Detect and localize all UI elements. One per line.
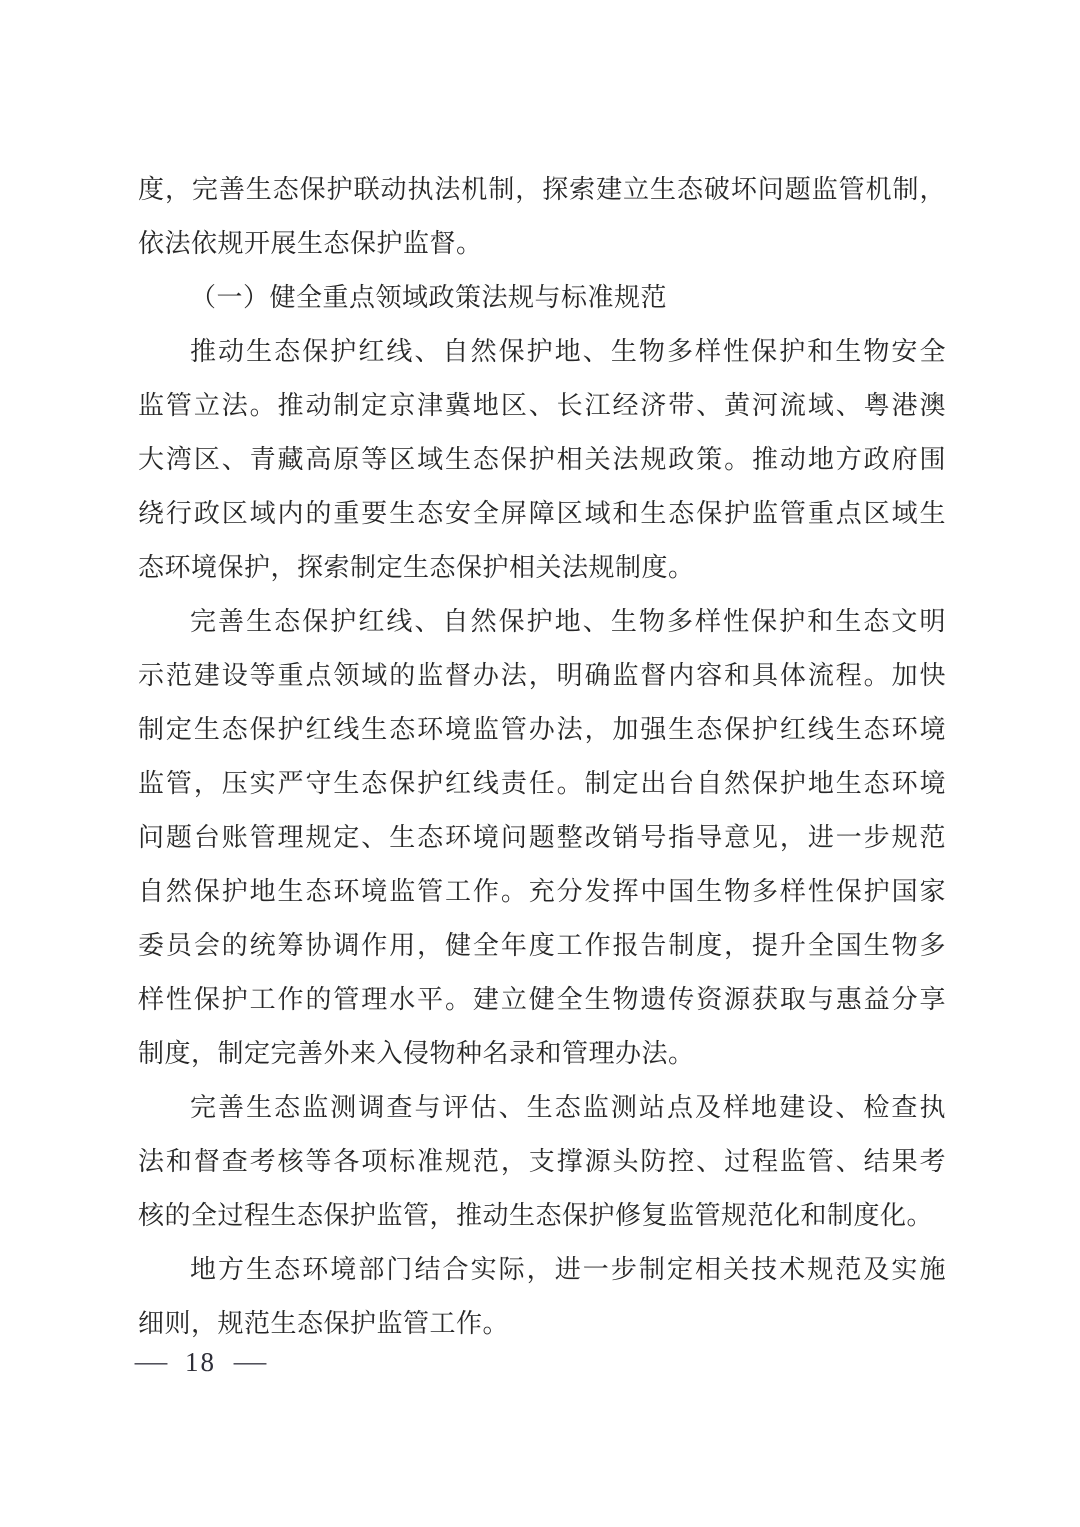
- text-line: 监管立法。推动制定京津冀地区、长江经济带、黄河流域、粤港澳: [138, 391, 946, 420]
- text-line: 监管，压实严守生态保护红线责任。制定出台自然保护地生态环境: [138, 769, 946, 798]
- text-line: 完善生态保护红线、自然保护地、生物多样性保护和生态文明: [190, 607, 946, 636]
- text-line: 法和督查考核等各项标准规范，支撑源头防控、过程监管、结果考: [138, 1147, 946, 1176]
- text-line: 态环境保护，探索制定生态保护相关法规制度。: [138, 553, 695, 582]
- footer-left-dash: —: [134, 1347, 168, 1376]
- text-line: 完善生态监测调查与评估、生态监测站点及样地建设、检查执: [190, 1093, 946, 1122]
- footer-right-dash: —: [233, 1347, 267, 1376]
- text-line: 绕行政区域内的重要生态安全屏障区域和生态保护监管重点区域生: [138, 499, 946, 528]
- text-line: 度，完善生态保护联动执法机制，探索建立生态破坏问题监管机制，: [138, 175, 946, 204]
- text-line: 大湾区、青藏高原等区域生态保护相关法规政策。推动地方政府围: [138, 445, 946, 474]
- page-number: 18: [185, 1346, 216, 1377]
- document-text-body: [138, 163, 946, 1351]
- text-line: 推动生态保护红线、自然保护地、生物多样性保护和生物安全: [190, 337, 946, 366]
- text-line: 委员会的统筹协调作用，健全年度工作报告制度，提升全国生物多: [138, 931, 946, 960]
- text-line: 问题台账管理规定、生态环境问题整改销号指导意见，进一步规范: [138, 823, 946, 852]
- heading-line: （一）健全重点领域政策法规与标准规范: [190, 283, 668, 312]
- page-footer: [134, 1340, 267, 1384]
- text-line: 地方生态环境部门结合实际，进一步制定相关技术规范及实施: [190, 1255, 946, 1284]
- text-line: 样性保护工作的管理水平。建立健全生物遗传资源获取与惠益分享: [138, 985, 946, 1014]
- text-line: 细则，规范生态保护监管工作。: [138, 1309, 510, 1338]
- text-line: 依法依规开展生态保护监督。: [138, 229, 483, 258]
- text-line: 自然保护地生态环境监管工作。充分发挥中国生物多样性保护国家: [138, 877, 946, 906]
- text-line: 示范建设等重点领域的监督办法，明确监督内容和具体流程。加快: [138, 661, 946, 690]
- text-line: 制度，制定完善外来入侵物种名录和管理办法。: [138, 1039, 695, 1068]
- text-line: 核的全过程生态保护监管，推动生态保护修复监管规范化和制度化。: [138, 1201, 934, 1230]
- text-line: 制定生态保护红线生态环境监管办法，加强生态保护红线生态环境: [138, 715, 946, 744]
